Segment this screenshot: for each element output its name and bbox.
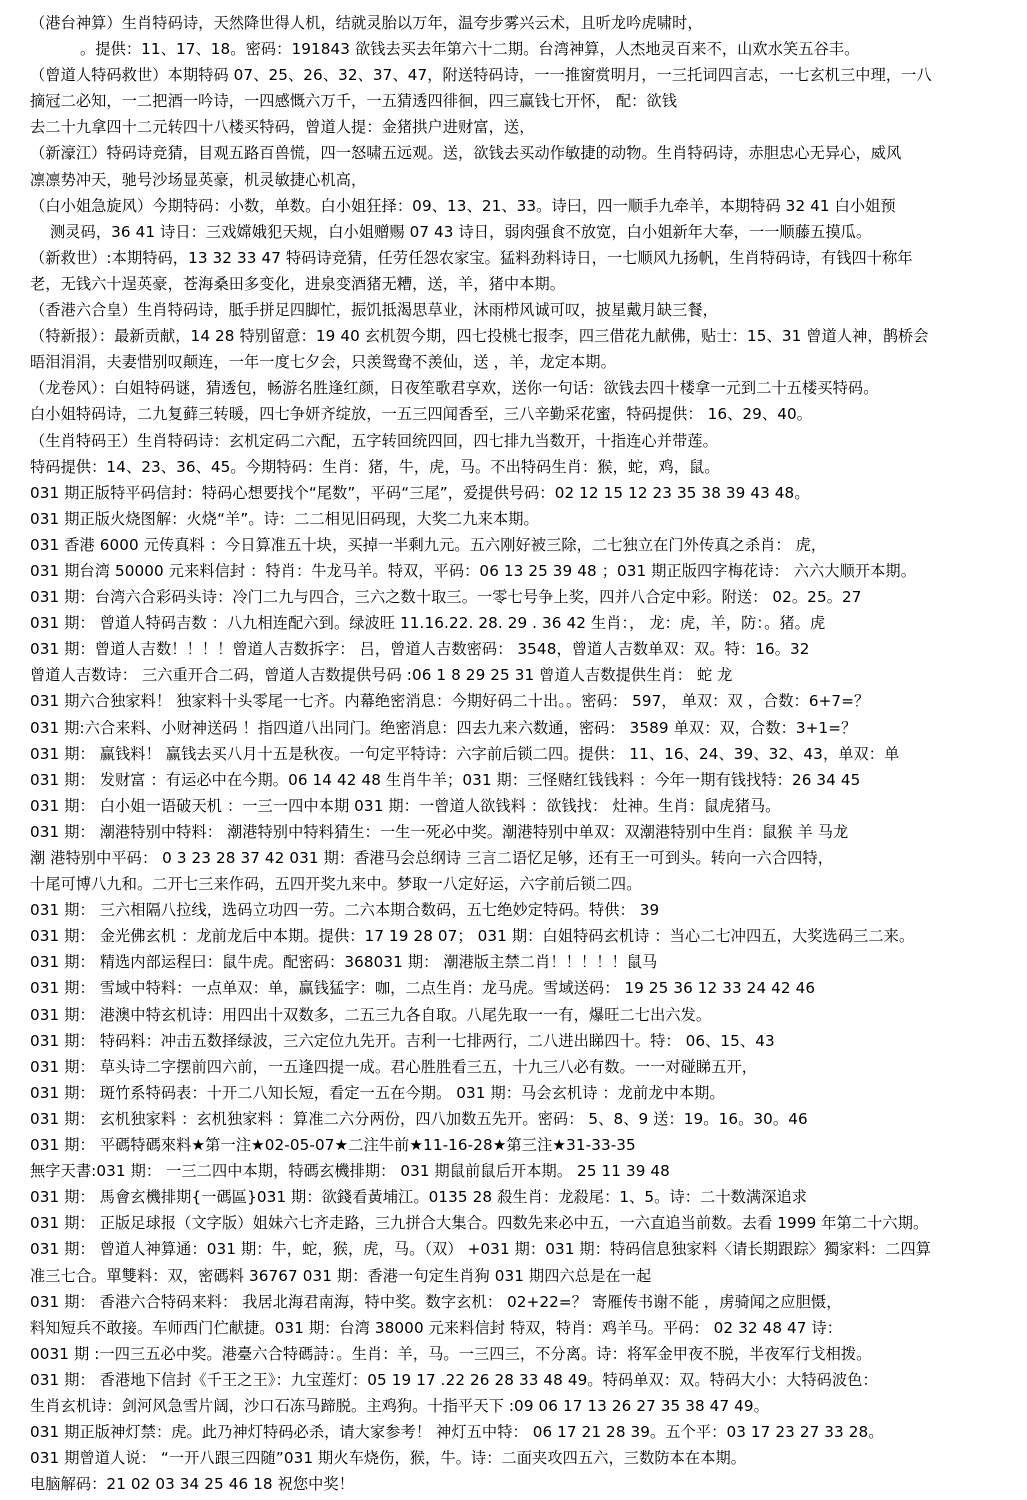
text-line: 031 期： 草头诗二字摆前四六前，一五逢四提一成。君心胜胜看三五，十九三八必有数。一一对碰睇五开，	[30, 1057, 758, 1076]
text-line: 凛凛势冲天，驰号沙场显英豪，机灵敏捷心机高，	[30, 170, 367, 189]
text-line: 031 期： 赢钱料！ 赢钱去买八月十五是秋夜。一句定平特诗：六字前后锁二四。提供： 11、16、24、39、32、43，单双：单	[30, 744, 900, 763]
text-line: （生肖特码王）生肖特码诗：玄机定码二六配，五字转回统四回，四七排九当数开，十指连心并带莲。	[30, 431, 718, 450]
text-line: 031 期正版特平码信封：特码心想要找个“尾数”，平码“三尾”，爱提供号码：02 12 15 12 23 35 38 39 43 48。	[30, 483, 810, 502]
text-line: 031 期： 发财富 ：有运必中在今期。06 14 42 48 生肖牛羊；031 期：三怪赌红钱钱料 ：今年一期有钱找特：26 34 45	[30, 770, 861, 789]
text-line: 031 期： 馬會玄機排期{一碼區}031 期：欲錢看黃埔江。0135 28 殺生肖：龙殺尾：1、5。诗：二十数满深追求	[30, 1188, 808, 1207]
text-line: 031 期： 精选内部运程曰：鼠牛虎。配密码：368031 期： 潮港版主禁二肖！！！！！鼠马	[30, 953, 658, 972]
text-line: 031 期：曾道人吉数！！！！曾道人吉数拆字： 吕，曾道人吉数密码： 3548，曾道人吉数单双：双。特：16。32	[30, 640, 810, 659]
text-line: 031 期： 平碼特碼來料★第一注★02-05-07★二注牛前★11-16-28★第三注★31-33-35	[30, 1136, 636, 1155]
text-line: 031 期： 潮港特别中特料： 潮港特别中特料猜生：一生一死必中奖。潮港特别中单双：双潮港特别中生肖：鼠猴 羊 马龙	[30, 822, 849, 841]
text-line: 特码提供：14、23、36、45。今期特码：生肖：猪，牛，虎，马。不出特码生肖：猴，蛇，鸡，鼠。	[30, 457, 720, 476]
text-line: 031 期： 白小姐一语破天机 ：一三一四中本期 031 期：一曾道人欲钱料 ：欲钱找： 灶神。生肖：鼠虎猪马。	[30, 796, 781, 815]
text-line: 测灵码，36 41 诗日：三戏嫦娥犯天规，白小姐赠赐 07 43 诗日，弱肉强食不放宽，白小姐新年大奉，一一顺藤五摸瓜。	[50, 222, 872, 241]
text-line: 0031 期 :一四三五必中奖。港臺六合特碼詩：。生肖：羊，马。一三四三，不分离。诗：将军金甲夜不脱，半夜军行戈相拨。	[30, 1344, 872, 1363]
text-line: 料知短兵不敢接。车师西门伫献捷。031 期：台湾 38000 元来料信封 特双，特肖：鸡羊马。平码： 02 32 48 47 诗：	[30, 1318, 843, 1337]
text-line: （新濠江）特码诗竞猜，目观五路百兽慌，四一怒啸五远观。送，欲钱去买动作敏捷的动物。生肖特码诗，赤胆忠心无异心，威风	[30, 144, 902, 163]
text-line: 031 期台湾 50000 元来料信封 ：特肖：牛龙马羊。特双，平码：06 13 25 39 48 ；031 期正版四字梅花诗： 六六大顺开本期。	[30, 561, 917, 580]
text-line: 潮 港特别中平码： 0 3 23 28 37 42 031 期：香港马会总纲诗 三言二语忆足够，还有王一可到头。转向一六合四特，	[30, 849, 833, 867]
text-line: 031 期： 港澳中特玄机诗：用四出十双数多，二五三九各自取。八尾先取一一有，爆旺二七出六发。	[30, 1005, 712, 1024]
text-line: 031 期： 香港地下信封《千王之王》：九宝莲灯：05 19 17 .22 26 28 33 48 49。特码单双：双。特码大小：大特码波色：	[30, 1370, 878, 1389]
text-line: （港台神算）生肖特码诗，天然降世得人机，结就灵胎以万年，温夸步雾兴云术，且听龙吟虎啸时，	[30, 14, 703, 32]
text-line: （特新报）：最新贡献，14 28 特别留意：19 40 玄机贺今期，四七投桃七报李，四三借花九献佛，贴士：15、31 曾道人神，鹊桥会	[30, 327, 929, 346]
text-line: 031 期：台湾六合彩码头诗：冷门二九与四合，三六之数十取三。一零七号争上奖，四并八合定中彩。附送： 02。25。27	[30, 588, 862, 607]
text-line: 生肖玄机诗：剑河风急雪片阔，沙口石冻马蹄脱。主鸡狗。十指平天下 :09 06 17 13 26 27 35 38 47 49。	[30, 1396, 769, 1415]
text-line: （白小姐急旋风）今期特码：小数，单数。白小姐狂择：09、13、21、33。诗曰，四一顺手九牵羊，本期特码 32 41 白小姐预	[30, 196, 896, 215]
text-line: 准三七合。單雙料：双，密碼料 36767 031 期：香港一句定生肖狗 031 期四六总是在一起	[30, 1266, 652, 1285]
text-line: 电脑解码：21 02 03 34 25 46 18 祝您中奖！	[30, 1475, 355, 1494]
text-line: 摘冠二必知，一二把酒一吟诗，一四感慨六万千，一五猜透四徘徊，四三赢钱七开怀， 配：欲钱	[30, 92, 678, 111]
text-line: 031 期： 雪域中特料：一点单双：单，赢钱猛字：咖，二点生肖：龙马虎。雪域送码： 19 25 36 12 33 24 42 46	[30, 979, 816, 998]
text-line: 老，无钱六十逞英豪，苍海桑田多变化，进泉变酒猪无糟，送，羊，猪中本期。	[30, 274, 566, 293]
text-line: 031 期六合独家料！ 独家料十头零尾一七齐。内幕绝密消息：今期好码二十出。。密码： 597， 单双：双 ，合数：6+7=？	[30, 692, 870, 711]
text-line: 曾道人吉数诗： 三六重开合二码，曾道人吉数提供号码 :06 1 8 29 25 31 曾道人吉数提供生肖： 蛇 龙	[30, 666, 733, 685]
text-line: 031 期曾道人说： “一开八跟三四随”031 期火车烧伤，猴，牛。诗：二面夹攻四五六，三数防本在本期。	[30, 1449, 747, 1468]
text-line: 白小姐特码诗，二九复藓三转暖，四七争妍齐绽放，一五三四闻香至，三八辛勤采花蜜，特码提供： 16、29、40。	[30, 405, 813, 424]
text-line: 。提供：11、17、18。密码：191843 欲钱去买去年第六十二期。台湾神算，人杰地灵百来不，山欢水笑五谷丰。	[80, 40, 860, 59]
text-line: 031 期： 玄机独家料 ：玄机独家料 ：算准二六分两份，四八加数五先开。密码： 5、8、9 送：19。16。30。46	[30, 1109, 808, 1128]
text-line: （龙卷风）：白姐特码谜，猜透包，畅游名胜逢红颜，日夜笙歌君享欢，送你一句话：欲钱去四十楼拿一元到二十五楼买特码。	[30, 379, 879, 398]
text-line: 031 期： 金光佛玄机 ：龙前龙后中本期。提供：17 19 28 07； 031 期：白姐特码玄机诗 ：当心二七冲四五，大奖选码三二来。	[30, 927, 915, 946]
text-line: 031 期： 曾道人神算通：031 期：牛，蛇，猴，虎，马。（双） +031 期：031 期：特码信息独家料〈请长期跟踪〉獨家料：二四算	[30, 1240, 932, 1259]
text-line: 去二十九拿四十二元转四十八楼买特码，曾道人提：金猪拱户进财富，送，	[30, 118, 535, 137]
text-line: 031 香港 6000 元传真料 ：今日算准五十块，买掉一半剩九元。五六刚好被三除，二七独立在门外传真之杀肖： 虎，	[30, 535, 827, 554]
text-line: （新救世）:本期特码，13 32 33 47 特码诗竞猜，任劳任怨农家宝。猛料劲料诗日，一七顺风九扬帆，生肖特码诗，有钱四十称年	[30, 248, 913, 267]
text-line: 031 期:六合来料、小财神送码 ！指四道八出同门。绝密消息：四去九来六数通，密码： 3589 单双：双，合数：3+1=？	[30, 718, 857, 737]
text-line: （香港六合皇）生肖特码诗，胝手拼足四脚忙，振饥抵渴思草业，沐雨栉风诚可叹，披星戴月缺三餐，	[30, 301, 718, 320]
text-line: 晤泪涓涓，夫妻惜别叹颠连，一年一度七夕会，只羡鸳鸯不羡仙，送 ，羊，龙定本期。	[30, 353, 616, 372]
text-line: 031 期： 斑竹系特码表：十开二八知长短，看定一五在今期。 031 期：马会玄机诗 ：龙前龙中本期。	[30, 1083, 725, 1102]
text-line: 031 期： 曾道人特码吉数 ：八九相连配六到。绿波旺 11.16.22. 28. 29 . 36 42 生肖：， 龙：虎，羊，防：。猪。虎	[30, 614, 826, 633]
text-line: 031 期： 三六相隔八拉线，选码立功四一劳。二六本期合数码，五七绝妙定特码。特供： 39	[30, 901, 660, 920]
text-line: 031 期： 特码料：冲击五数择绿波，三六定位九先开。吉利一七排两行，二八进出睇四十。特： 06、15、43	[30, 1031, 775, 1050]
text-line: 031 期正版神灯禁：虎。此乃神灯特码必杀，请大家参考！ 神灯五中特： 06 17 21 28 39。五个平：03 17 23 27 33 28。	[30, 1423, 884, 1442]
text-line: 十尾可博八九和。二开七三来作码，五四开奖九来中。梦取一八定好运，六字前后锁二四。	[30, 875, 642, 894]
text-line: 031 期正版火烧图解：火烧“羊”。诗：二二相见旧码现，大奖二九来本期。	[30, 509, 539, 528]
text-line: 無字天書:031 期： 一三二四中本期，特碼玄機排期： 031 期鼠前鼠后开本期。 25 11 39 48	[30, 1162, 670, 1181]
text-line: 031 期： 正版足球报（文字版）姐妹六七齐走路，三九拼合大集合。四数先来必中五，一六直追当前数。去看 1999 年第二十六期。	[30, 1214, 929, 1233]
text-line: 031 期： 香港六合特码来料： 我居北海君南海，特中奖。数字玄机： 02+22=？ 寄雁传书谢不能 ，虏骑闻之应胆慑，	[30, 1292, 842, 1311]
text-line: （曾道人特码救世）本期特码 07、25、26、32、37、47，附送特码诗，一一推窗赏明月，一三托词四言志，一七玄机三中理，一八	[30, 66, 932, 85]
